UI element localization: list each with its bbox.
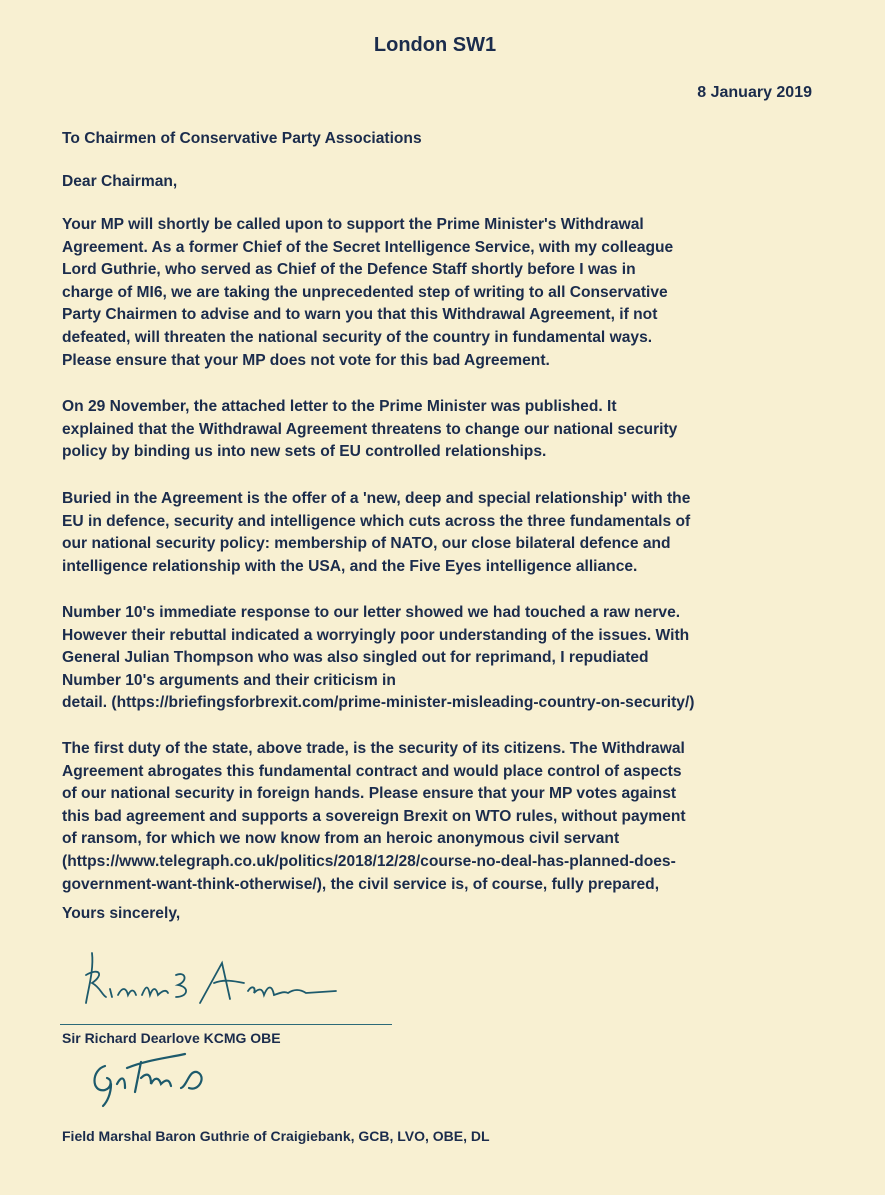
signatory-name-dearlove: Sir Richard Dearlove KCMG OBE [62,1030,281,1046]
telegraph-link: (https://www.telegraph.co.uk/politics/2018/12/28/course-no-deal-has-planned-does- [62,852,676,870]
paragraph-2: On 29 November, the attached letter to the Prime Minister was published. It explained that the Withdrawal Agreement threatens to change our national security policy by binding us into new sets of EU controlled relationships. [62,398,678,461]
signature-dearlove [80,945,380,1015]
signatory-name-guthrie: Field Marshal Baron Guthrie of Craigiebank, GCB, LVO, OBE, DL [62,1128,490,1144]
paragraph-1: Your MP will shortly be called upon to support the Prime Minister's Withdrawal Agreement. As a former Chief of the Secret Intelligence Service, with my colleague Lord Guthrie, who served as Chief of the Defence Staff shortly before I was in charge of MI6, we are taking the unprecedented step of writing to all Conservative Party Chairmen to advise and to warn you that this Withdrawal Agreement, if not defeated, will threaten the national security of the country in fundamental ways. Please ensure that your MP does not vote for this bad Agreement. [62,216,674,369]
letter-heading-place: London SW1 [373,34,497,56]
signature-line [60,1024,392,1025]
paragraph-5: The first duty of the state, above trade, is the security of its citizens. The Withdrawal Agreement abrogates this fundamental contract and would place control of aspects of our national security in foreign hands. Please ensure that your MP votes against this bad agreement and supports a sovereign Brexit on WTO rules, without payment of ransom, for which we now know from an heroic anonymous civil servant (https://www.telegraph.co.uk/politics/2018/12/28/course-no-deal-has-planned-does- government-want-think-otherwise/), the civil service is, of course, fully prepared, [62,740,686,893]
paragraph-3: Buried in the Agreement is the offer of a 'new, deep and special relationship' with the EU in defence, security and intelligence which cuts across the three fundamentals of our national security policy: membership of NATO, our close bilateral defence and intelligence relationship with the USA, and the Five Eyes intelligence alliance. [62,490,691,575]
addressee: To Chairmen of Conservative Party Associations [62,130,422,147]
closing: Yours sincerely, [62,905,181,922]
signature-guthrie [85,1048,285,1108]
paragraph-4: Number 10's immediate response to our letter showed we had touched a raw nerve. However their rebuttal indicated a worryingly poor understanding of the issues. With General Julian Thompson who was also singled out for reprimand, I repudiated Number 10's arguments and their criticism in detail. (https://briefingsforbrexit.com/prime-minister-misleading-country-on-security/) [62,602,695,715]
salutation: Dear Chairman, [62,173,178,190]
briefings-link: detail. (https://briefingsforbrexit.com/prime-minister-misleading-country-on-security/) [62,694,695,712]
letter-date: 8 January 2019 [697,84,812,101]
